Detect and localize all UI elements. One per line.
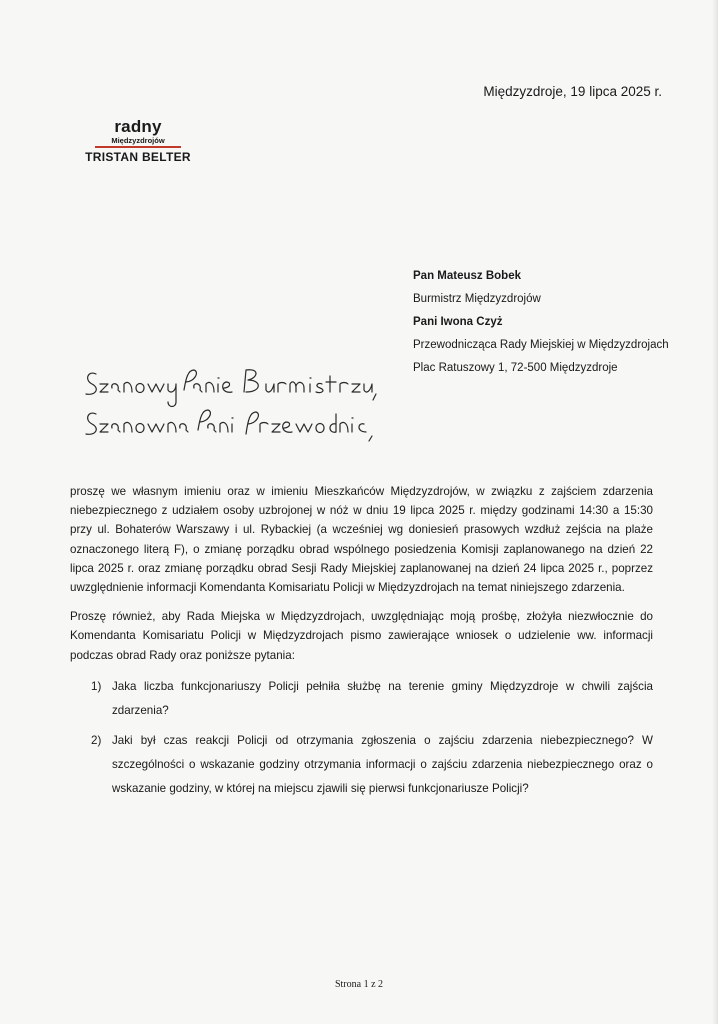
recipient-street: Plac Ratuszowy 1, 72-500 Międzyzdroje	[413, 362, 618, 374]
page-number: Strona 1 z 2	[334, 979, 384, 990]
logo-underline	[95, 146, 181, 148]
body-paragraph-1: proszę we własnym imieniu oraz w imieniu Mieszkańców Międzyzdrojów, w związku z zajściem zdarzenia niebezpiecznego z udziałem osoby uzbrojonej w nóż w dniu 19 lipca 2025 r. między godzinami 14:30 a 15:30 przy ul. Bohaterów Warszawy i ul. Rybackiej (a wcześniej wg doniesień prasowych wzdłuż zejścia na plaże oznaczonego literą F), o zmianę porządku obrad wspólnego posiedzenia Komisji zaplanowanego na dzień 22 lipca 2025 r. oraz zmianę porządku obrad Sesji Rady Miejskiej zaplanowanej na dzień 24 lipca 2025 r., poprzez uwzględnienie informacji Komendanta Komisariatu Policji w Międzyzdrojach na temat niniejszego zdarzenia.	[70, 485, 653, 595]
sender-name: TRISTAN BELTER	[85, 150, 191, 164]
question-text: Jaki był czas reakcji Policji od otrzymania zgłoszenia o zajściu zdarzenia niebezpiecznego? W szczególności o wskazanie godziny otrzymania informacji o zajściu zdarzenia niebezpiecznego oraz o wskazanie godziny, w której na miejscu zjawili się pierwsi funkcjonariusze Policji?	[112, 733, 653, 795]
question-number: 1)	[91, 679, 102, 693]
recipient-title-1: Burmistrz Międzyzdrojów	[413, 293, 541, 305]
question-item	[70, 675, 653, 723]
letter-body	[70, 482, 653, 807]
recipient-address	[413, 265, 669, 380]
body-paragraph-2: Proszę również, aby Rada Miejska w Międzyzdrojach, uwzględniając moją prośbę, złożyła niezwłocznie do Komendanta Komisariatu Policji w Międzyzdrojach pismo zawierające wniosek o udzielenie ww. informacji podczas obrad Rady oraz poniższe pytania:	[70, 610, 653, 662]
question-item	[70, 729, 653, 801]
handwriting-image	[82, 362, 382, 442]
scan-edge-shadow	[712, 0, 718, 1024]
question-number: 2)	[91, 733, 102, 747]
recipient-name-2: Pani Iwona Czyż	[413, 316, 503, 328]
recipient-name-1: Pan Mateusz Bobek	[413, 270, 521, 282]
recipient-title-2: Przewodnicząca Rady Miejskiej w Międzyzdrojach	[413, 339, 669, 351]
letter-date: Międzyzdroje, 19 lipca 2025 r.	[483, 84, 662, 99]
logo-title: radny	[114, 117, 162, 136]
logo-town: Międzyzdrojów	[111, 136, 165, 145]
handwritten-salutation	[82, 362, 382, 442]
sender-logo	[85, 117, 191, 164]
questions-list	[70, 675, 653, 801]
question-text: Jaka liczba funkcjonariuszy Policji pełniła służbę na terenie gminy Międzyzdroje w chwili zajścia zdarzenia?	[112, 679, 653, 717]
